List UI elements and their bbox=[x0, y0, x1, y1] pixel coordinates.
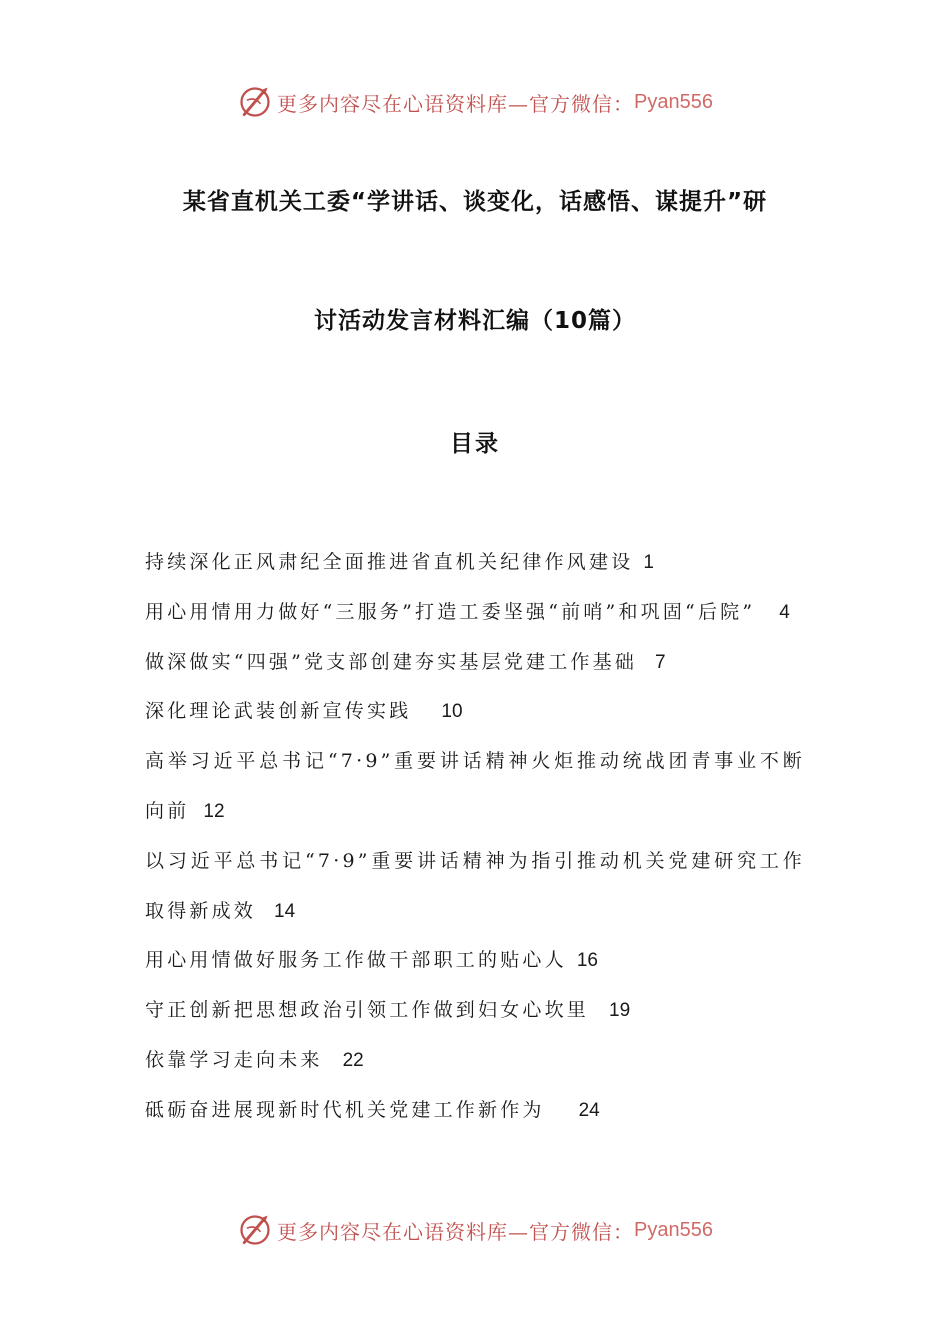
toc-item-title: 用心用情做好服务工作做干部职工的贴心人 bbox=[145, 949, 567, 972]
toc-item[interactable] bbox=[145, 1036, 805, 1086]
toc-item-page: 19 bbox=[609, 1000, 631, 1022]
toc-item-title: 高举习近平总书记“7·9”重要讲话精神火炬推动统战团青事业不断向前 bbox=[145, 750, 805, 822]
document-title-line-1: 某省直机关工委“学讲话、谈变化，话感悟、谋提升”研 bbox=[182, 189, 768, 215]
table-of-contents bbox=[145, 538, 805, 1136]
toc-item-title: 砥砺奋进展现新时代机关党建工作新作为 bbox=[145, 1098, 545, 1121]
toc-item[interactable] bbox=[145, 986, 805, 1036]
toc-item[interactable] bbox=[145, 1086, 805, 1136]
watermark-wechat-id: Pyan556 bbox=[634, 90, 713, 113]
toc-item-title: 做深做实“四强”党支部创建夯实基层党建工作基础 bbox=[145, 650, 638, 673]
toc-item-page: 1 bbox=[643, 552, 654, 573]
toc-item-title: 深化理论武装创新宣传实践 bbox=[145, 700, 412, 723]
toc-item-page: 14 bbox=[274, 900, 296, 922]
document-title-line-2: 讨活动发言材料汇编（10篇） bbox=[313, 308, 636, 334]
toc-item[interactable] bbox=[145, 687, 805, 737]
toc-item-page: 12 bbox=[203, 800, 225, 822]
toc-item[interactable] bbox=[145, 638, 805, 688]
header-watermark bbox=[0, 82, 950, 122]
toc-item-title: 以习近平总书记“7·9”重要讲话精神为指引推动机关党建研究工作取得新成效 bbox=[145, 849, 805, 922]
pen-logo-icon bbox=[237, 84, 273, 120]
toc-item-page: 4 bbox=[779, 601, 790, 623]
pen-logo-icon bbox=[237, 1212, 273, 1248]
toc-item-page: 22 bbox=[342, 1049, 364, 1071]
toc-item[interactable] bbox=[145, 588, 805, 638]
toc-item[interactable] bbox=[145, 837, 805, 937]
watermark-text: 更多内容尽在心语资料库—官方微信： bbox=[277, 91, 635, 116]
toc-item[interactable] bbox=[145, 936, 805, 986]
toc-heading: 目录 bbox=[450, 431, 500, 457]
toc-item-title: 用心用情用力做好“三服务”打造工委坚强“前哨”和巩固“后院” bbox=[145, 600, 756, 623]
toc-item-title: 持续深化正风肃纪全面推进省直机关纪律作风建设 bbox=[145, 551, 634, 573]
toc-item-title: 依靠学习走向未来 bbox=[145, 1048, 323, 1071]
toc-item-page: 24 bbox=[578, 1099, 600, 1121]
toc-item-title: 守正创新把思想政治引领工作做到妇女心坎里 bbox=[145, 999, 590, 1022]
watermark-wechat-id: Pyan556 bbox=[634, 1218, 713, 1241]
footer-watermark bbox=[0, 1210, 950, 1250]
toc-item[interactable] bbox=[145, 538, 805, 588]
toc-item-page: 16 bbox=[576, 950, 598, 972]
toc-item[interactable] bbox=[145, 737, 805, 837]
watermark-text: 更多内容尽在心语资料库—官方微信： bbox=[277, 1219, 635, 1244]
toc-item-page: 10 bbox=[441, 701, 463, 723]
toc-item-page: 7 bbox=[655, 651, 666, 673]
